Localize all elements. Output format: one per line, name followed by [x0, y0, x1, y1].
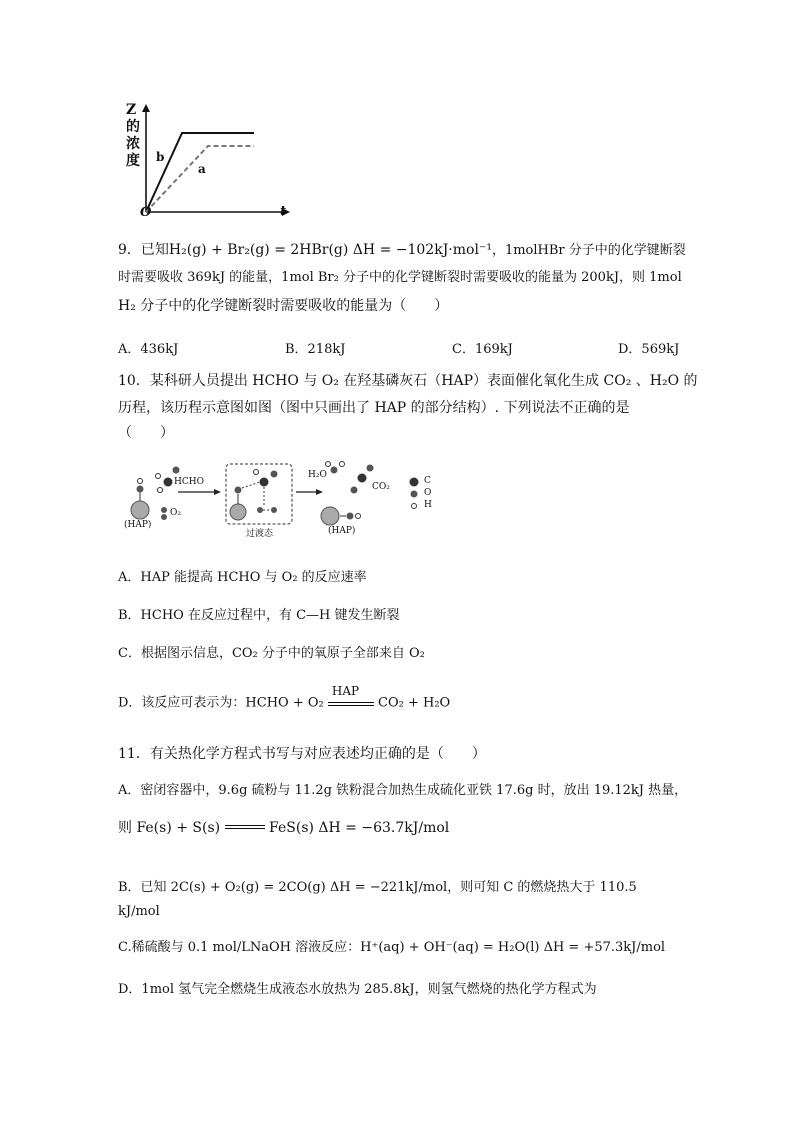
q11-title: 11．有关热化学方程式书写与对应表述均正确的是（ ）	[118, 746, 486, 762]
legend-c-atom	[410, 478, 419, 487]
q10-line2: 历程，该历程示意图如图（图中只画出了 HAP 的部分结构）. 下列说法不正确的是	[118, 400, 630, 416]
o-atom	[161, 514, 167, 520]
q9-line1-tail: ，1molHBr 分子中的化学键断裂	[491, 243, 686, 258]
q10-line3: （ ）	[118, 425, 174, 441]
curve-b-label: b	[156, 150, 165, 164]
mechanism-svg	[118, 460, 458, 542]
q10-option-b: B．HCHO 在反应过程中，有 C—H 键发生断裂	[118, 608, 400, 623]
hap-atom	[321, 507, 339, 525]
mechanism-diagram	[118, 460, 458, 542]
y-label-char: Z	[126, 102, 137, 118]
o-atom	[137, 486, 144, 493]
q9-number: 9．已知	[118, 242, 169, 258]
o-atom	[173, 467, 180, 474]
legend-h-atom	[412, 504, 417, 509]
q9-line3: H₂ 分子中的化学键断裂时需要吸收的能量为（ ）	[118, 298, 449, 314]
h-atom	[138, 479, 143, 484]
q10-option-d-products: CO₂ + H₂O	[378, 695, 451, 711]
y-label-char: 浓	[126, 136, 140, 152]
o-atom	[161, 507, 167, 513]
x-axis-label: t	[280, 204, 287, 219]
o-atom	[367, 465, 374, 472]
h-atom	[156, 474, 161, 479]
hcho-label: HCHO	[174, 477, 204, 487]
h2o-label: H₂O	[308, 470, 327, 480]
curve-a-label: a	[198, 162, 206, 176]
q11-b-line2: kJ/mol	[118, 904, 160, 919]
concentration-graph	[118, 100, 298, 225]
q9-option-d: D．569kJ	[618, 342, 680, 357]
o-atom	[331, 467, 338, 474]
legend-o-atom	[411, 491, 418, 498]
h-atom	[158, 488, 163, 493]
q11-b-line1: B．已知 2C(s) + O₂(g) = 2CO(g) ΔH = −221kJ/mol，则可知 C 的燃烧热大于 110.5	[118, 880, 637, 895]
q11-a-equation-right: FeS(s) ΔH = −63.7kJ/mol	[269, 820, 450, 836]
y-axis-arrow	[142, 104, 150, 112]
c-atom	[164, 478, 173, 487]
transition-state-label: 过渡态	[246, 529, 274, 539]
legend-c-label: C	[424, 476, 431, 486]
q9-option-a: A．436kJ	[118, 342, 179, 357]
o-atom	[351, 487, 358, 494]
o2-label: O₂	[170, 508, 181, 518]
q11-a-line1: A．密闭容器中，9.6g 硫粉与 11.2g 铁粉混合加热生成硫化亚铁 17.6g 时，放出 19.12kJ 热量，	[118, 783, 688, 798]
catalyst-label: HAP	[331, 684, 360, 698]
q9-line2: 时需要吸收 369kJ 的能量，1mol Br₂ 分子中的化学键断裂时需要吸收的能量为 200kJ，则 1mol	[118, 270, 682, 285]
q11-d-line: D．1mol 氢气完全燃烧生成液态水放热为 285.8kJ，则氢气燃烧的热化学方程式为	[118, 982, 597, 997]
legend-h-label: H	[424, 500, 432, 510]
legend-o-label: O	[424, 488, 432, 498]
q11-a-equation-left: 则 Fe(s) + S(s)	[118, 820, 221, 836]
co2-label: CO₂	[372, 482, 390, 492]
q10-line1: 10．某科研人员提出 HCHO 与 O₂ 在羟基磷灰石（HAP）表面催化氧化生成 CO₂ 、H₂O 的	[118, 373, 698, 389]
q9-equation: H₂(g) + Br₂(g) = 2HBr(g) ΔH = −102kJ·mol⁻¹	[168, 242, 492, 258]
h-atom	[326, 462, 331, 467]
q10-option-d-arrow	[328, 684, 374, 713]
q10-option-c: C．根据图示信息，CO₂ 分子中的氧原子全部来自 O₂	[118, 646, 425, 661]
hap-right-label: (HAP)	[328, 526, 356, 536]
hap-atom	[131, 501, 149, 519]
origin-label: O	[140, 205, 152, 220]
hap-left-label: (HAP)	[124, 520, 152, 530]
q9-option-b: B．218kJ	[285, 342, 346, 357]
c-atom	[358, 474, 367, 483]
y-label-char: 度	[126, 153, 140, 169]
q10-option-d: D．该反应可表示为：HCHO + O₂	[118, 695, 324, 711]
q10-option-a: A．HAP 能提高 HCHO 与 O₂ 的反应速率	[118, 570, 367, 585]
q9-option-c: C．169kJ	[452, 342, 513, 357]
equals-arrow	[225, 822, 265, 834]
h-atom	[340, 462, 345, 467]
y-label-char: 的	[126, 119, 140, 135]
q11-c-line: C.稀硫酸与 0.1 mol/LNaOH 溶液反应：H⁺(aq) + OH⁻(aq) = H₂O(l) ΔH = +57.3kJ/mol	[118, 940, 666, 955]
